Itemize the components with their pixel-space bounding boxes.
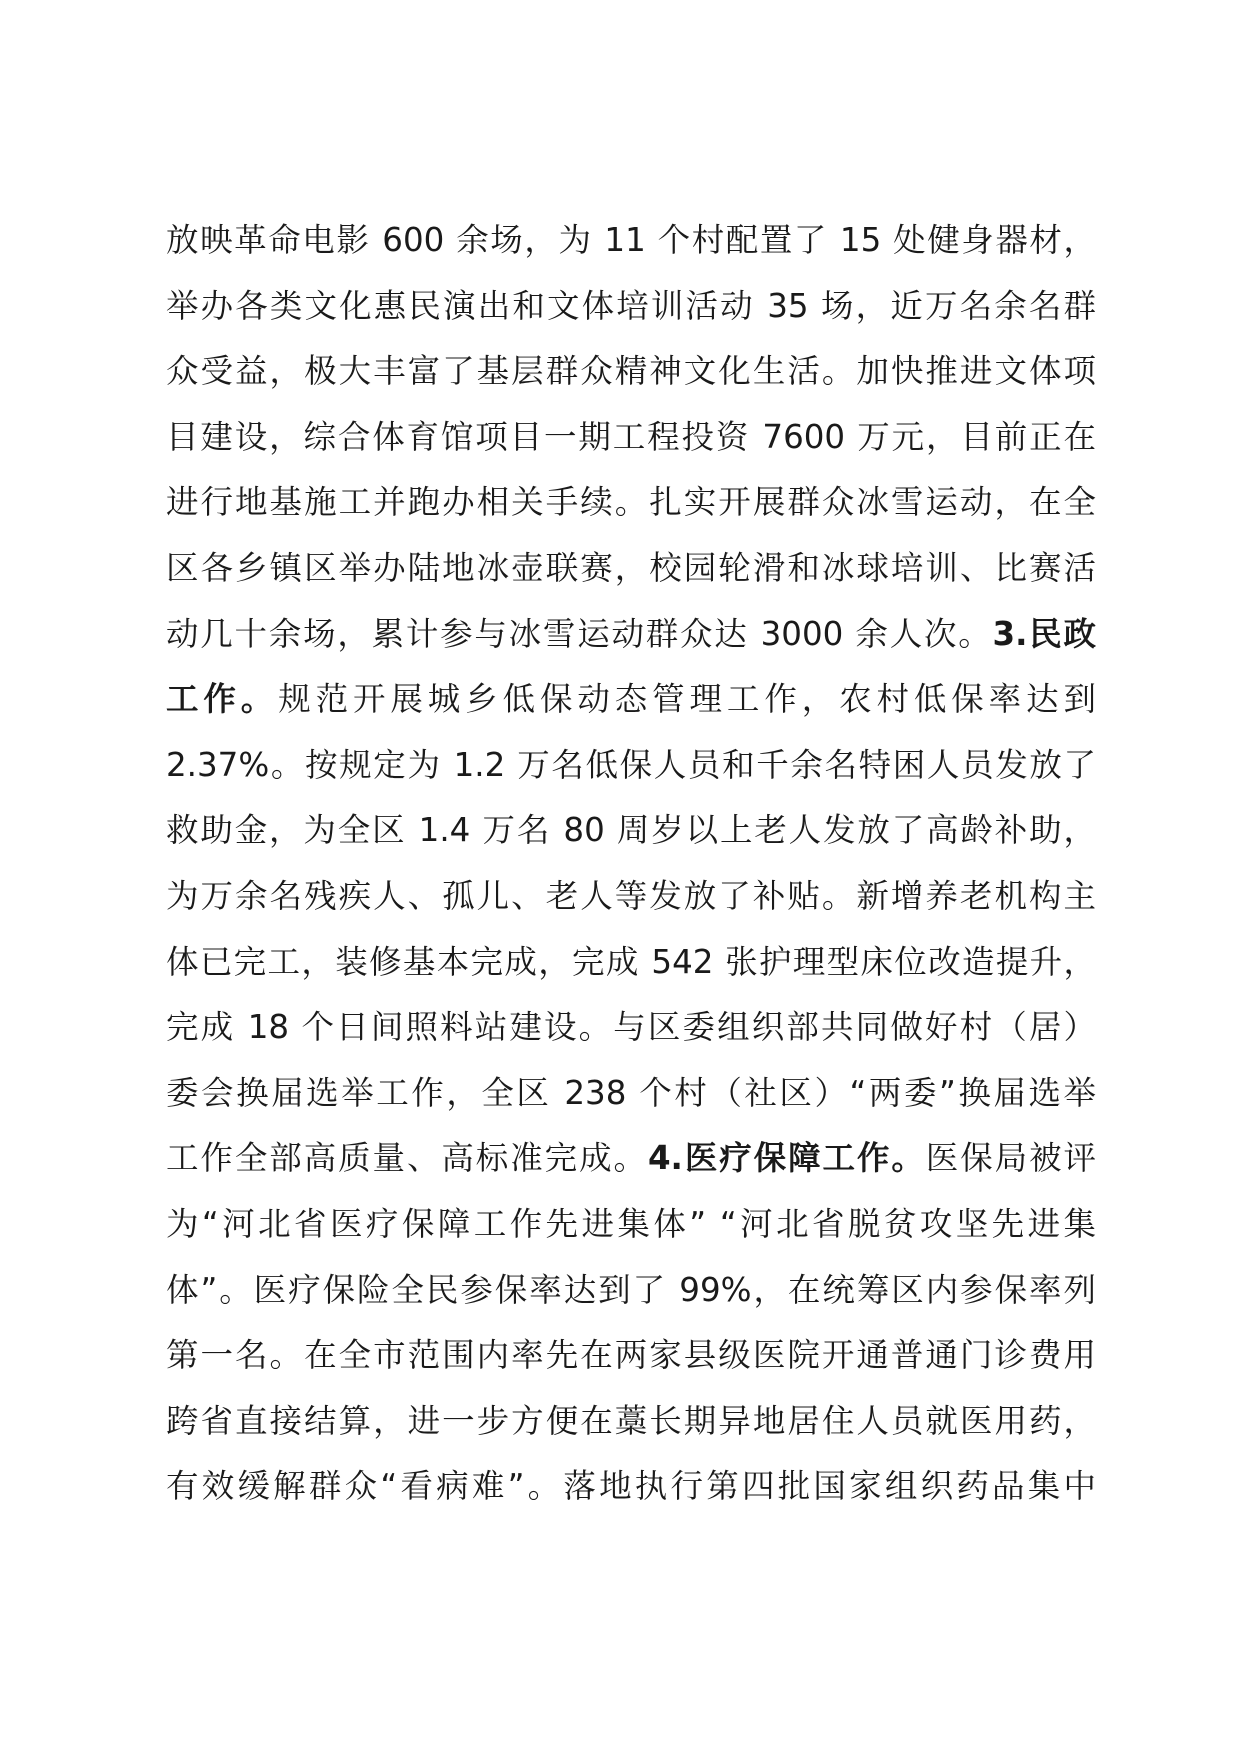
line-text: 工作全部高质量、高标准完成。 <box>166 1139 648 1178</box>
section-heading-civil-affairs: 3.民政 <box>992 614 1096 653</box>
text-line: 放映革命电影 600 余场，为 11 个村配置了 15 处健身器材， <box>166 221 1096 259</box>
text-line: 第一名。在全市范围内率先在两家县级医院开通普通门诊费用 <box>166 1336 1096 1375</box>
line-text: 动几十余场，累计参与冰雪运动群众达 3000 余人次。 <box>166 614 993 653</box>
text-line: 为“河北省医疗保障工作先进集体” “河北省脱贫攻坚先进集 <box>166 1204 1096 1243</box>
text-line: 众受益，极大丰富了基层群众精神文化生活。加快推进文体项 <box>166 352 1096 391</box>
text-line: 体”。医疗保险全民参保率达到了 99%，在统筹区内参保率列 <box>166 1270 1096 1309</box>
line-text: 规范开展城乡低保动态管理工作，农村低保率达到 <box>278 680 1096 719</box>
text-line <box>166 602 1096 668</box>
text-line: 完成 18 个日间照料站建设。与区委组织部共同做好村（居） <box>166 1008 1096 1047</box>
section-heading-medical-security: 4.医疗保障工作。 <box>647 1139 926 1178</box>
text-line: 为万余名残疾人、孤儿、老人等发放了补贴。新增养老机构主 <box>166 876 1096 915</box>
text-line: 2.37%。按规定为 1.2 万名低保人员和千余名特困人员发放了 <box>166 745 1096 784</box>
text-line: 进行地基施工并跑办相关手续。扎实开展群众冰雪运动，在全 <box>166 483 1096 522</box>
text-line: 委会换届选举工作，全区 238 个村（社区）“两委”换届选举 <box>166 1073 1096 1112</box>
text-line: 有效缓解群众“看病难”。落地执行第四批国家组织药品集中 <box>166 1467 1096 1506</box>
text-line: 体已完工，装修基本完成，完成 542 张护理型床位改造提升， <box>166 942 1096 981</box>
text-line <box>166 667 1096 733</box>
body-paragraph <box>166 208 1096 1520</box>
text-line: 举办各类文化惠民演出和文体培训活动 35 场，近万名余名群 <box>166 286 1096 325</box>
text-line: 目建设，综合体育馆项目一期工程投资 7600 万元，目前正在 <box>166 417 1096 456</box>
text-line: 区各乡镇区举办陆地冰壶联赛，校园轮滑和冰球培训、比赛活 <box>166 548 1096 587</box>
line-text: 医保局被评 <box>925 1139 1096 1178</box>
text-line <box>166 1126 1096 1192</box>
section-heading-civil-affairs-cont: 工作。 <box>166 680 279 719</box>
text-line: 救助金，为全区 1.4 万名 80 周岁以上老人发放了高龄补助， <box>166 811 1096 850</box>
text-line: 跨省直接结算，进一步方便在藁长期异地居住人员就医用药， <box>166 1401 1096 1440</box>
